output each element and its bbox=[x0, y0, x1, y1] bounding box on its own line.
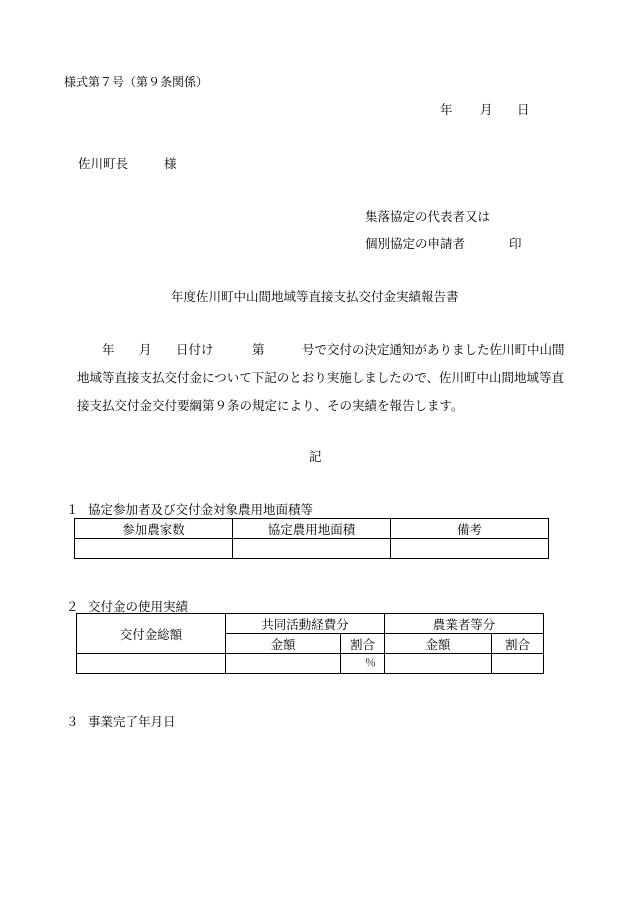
section1-number: １ bbox=[66, 502, 79, 517]
section1-table bbox=[74, 518, 549, 559]
col-remarks-header: 備考 bbox=[391, 519, 549, 539]
section1-heading: 協定参加者及び交付金対象農用地面積等 bbox=[88, 502, 314, 517]
farmer-ratio-header: 割合 bbox=[492, 634, 544, 654]
body-line1-rest: 号で交付の決定通知がありました佐川町中山間 bbox=[302, 342, 565, 357]
joint-amount-cell[interactable] bbox=[226, 654, 341, 674]
percent-sign: ％ bbox=[365, 656, 376, 669]
section3-number: ３ bbox=[66, 714, 79, 729]
applicant-line1: 集落協定の代表者又は bbox=[365, 209, 491, 224]
col-farmland-area-header: 協定農用地面積 bbox=[233, 519, 391, 539]
joint-ratio-header: 割合 bbox=[341, 634, 385, 654]
date-month: 月 bbox=[480, 102, 493, 117]
form-label: 様式第７号（第９条関係） bbox=[64, 75, 209, 89]
addressee-name: 佐川町長 bbox=[78, 156, 129, 171]
remarks-cell[interactable] bbox=[391, 539, 549, 559]
document-title: 年度佐川町中山間地域等直接支払交付金実績報告書 bbox=[171, 289, 459, 304]
col-participants-header: 参加農家数 bbox=[75, 519, 233, 539]
body-line3: 接支払交付金交付要綱第９条の規定により、その実績を報告します。 bbox=[77, 398, 464, 413]
applicant-line2: 個別協定の申請者 bbox=[365, 236, 466, 251]
body-line2: 地域等直接支払交付金について下記のとおり実施しましたので、佐川町中山間地域等直 bbox=[77, 370, 565, 385]
section3-heading: 事業完了年月日 bbox=[88, 714, 176, 729]
date-year: 年 bbox=[440, 102, 453, 117]
farmland-area-cell[interactable] bbox=[233, 539, 391, 559]
section2-heading: 交付金の使用実績 bbox=[88, 599, 189, 614]
body-year: 年 bbox=[102, 342, 115, 357]
farmer-amount-cell[interactable] bbox=[385, 654, 492, 674]
farmer-ratio-cell[interactable] bbox=[492, 654, 544, 674]
total-amount-cell[interactable] bbox=[77, 654, 226, 674]
body-month: 月 bbox=[139, 342, 152, 357]
farmer-amount-header: 金額 bbox=[385, 634, 492, 654]
joint-ratio-cell[interactable] bbox=[341, 654, 385, 674]
farmer-share-header: 農業者等分 bbox=[385, 614, 544, 634]
joint-amount-header: 金額 bbox=[226, 634, 341, 654]
total-amount-header: 交付金総額 bbox=[77, 614, 226, 654]
body-date-suffix: 日付け bbox=[176, 342, 214, 357]
joint-activity-header: 共同活動経費分 bbox=[226, 614, 385, 634]
section2-table bbox=[76, 613, 544, 674]
section2-number: ２ bbox=[66, 599, 79, 614]
body-number-prefix: 第 bbox=[252, 342, 265, 357]
date-day: 日 bbox=[517, 102, 530, 117]
addressee-honorific: 様 bbox=[164, 156, 177, 171]
ki-mark: 記 bbox=[309, 449, 322, 464]
participants-cell[interactable] bbox=[75, 539, 233, 559]
seal-mark: 印 bbox=[509, 236, 522, 251]
